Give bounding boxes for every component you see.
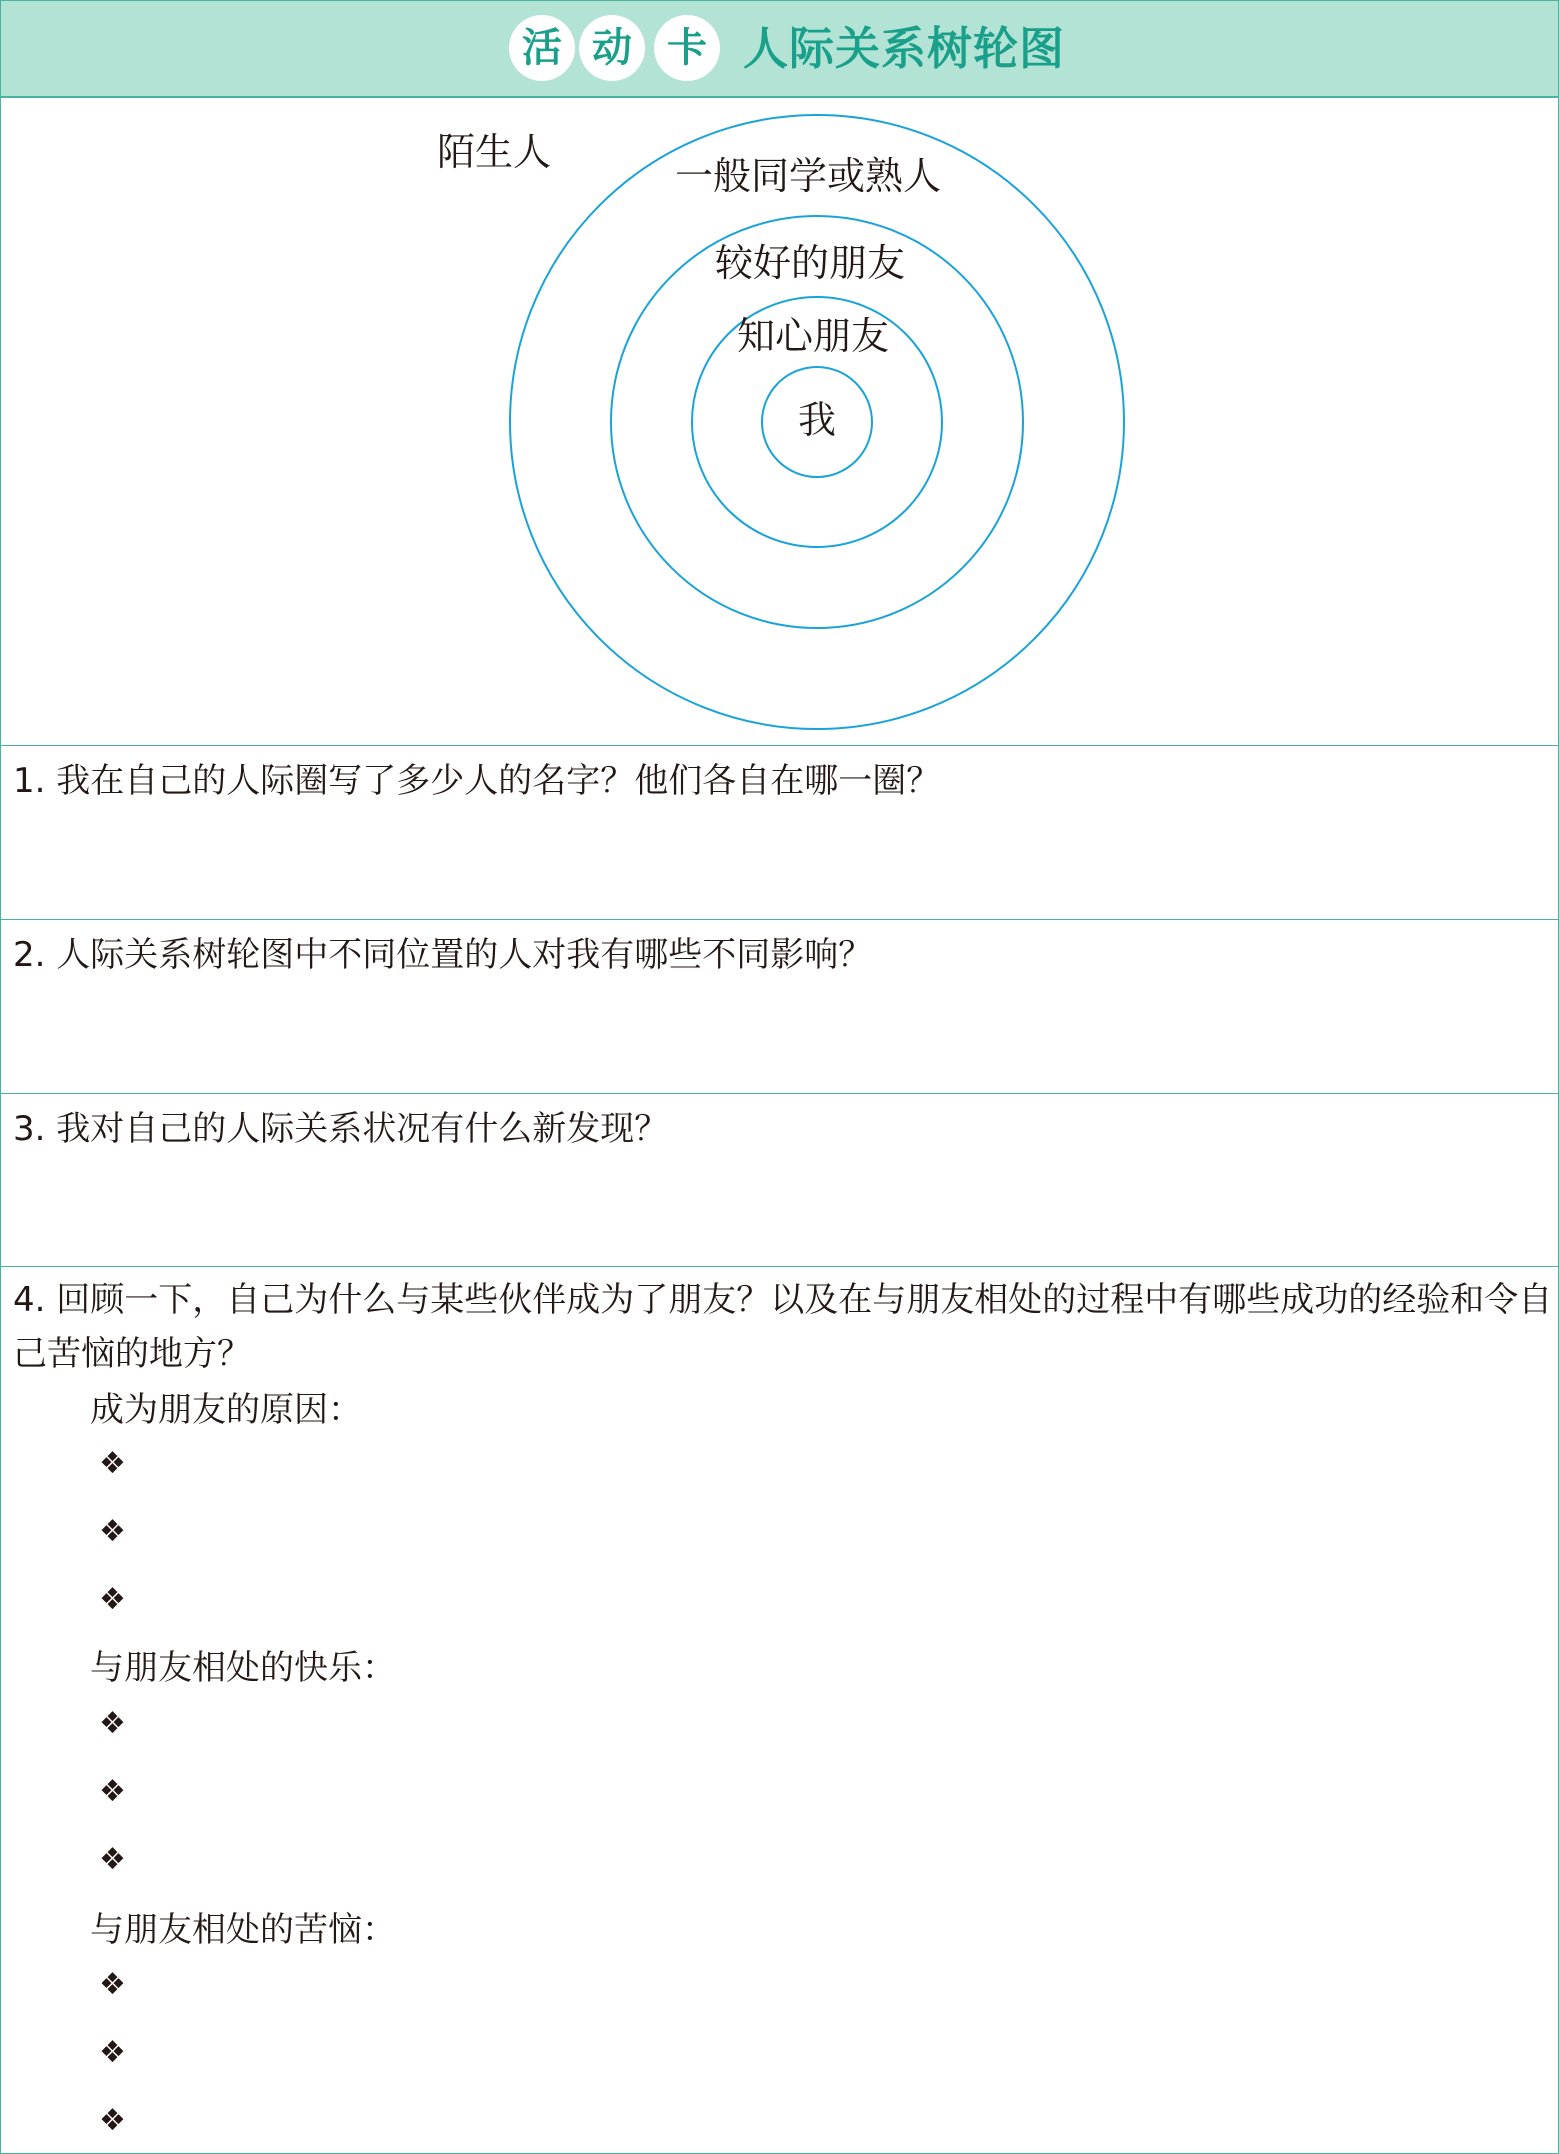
troubles-bullet-1: ❖ [99,1967,126,2002]
question-1: 1. 我在自己的人际圈写了多少人的名字？他们各自在哪一圈？ [13,761,941,801]
badge-dong: 动 [579,15,645,81]
badge-huo: 活 [509,15,575,81]
reasons-bullet-3: ❖ [99,1582,126,1617]
joys-bullet-1: ❖ [99,1706,126,1741]
question-4-row [1,1266,1558,2153]
troubles-label: 与朋友相处的苦恼： [90,1910,396,1950]
joys-bullet-2: ❖ [99,1774,126,1809]
card-header [1,1,1558,98]
question-3: 3. 我对自己的人际关系状况有什么新发现？ [13,1109,669,1149]
troubles-bullet-2: ❖ [99,2035,126,2070]
troubles-bullet-3: ❖ [99,2103,126,2138]
relationship-ring-diagram [1,98,1558,746]
badge-ka: 卡 [654,15,720,81]
label-me: 我 [798,398,837,442]
question-1-row [1,745,1558,919]
label-acquaintances: 一般同学或熟人 [675,154,942,198]
reasons-bullet-2: ❖ [99,1514,126,1549]
question-2: 2. 人际关系树轮图中不同位置的人对我有哪些不同影响？ [13,935,873,975]
label-good-friends: 较好的朋友 [715,241,906,285]
question-3-row [1,1093,1558,1267]
reasons-label: 成为朋友的原因： [90,1390,362,1430]
question-2-row [1,919,1558,1094]
question-4: 4. 回顾一下，自己为什么与某些伙伴成为了朋友？以及在与朋友相处的过程中有哪些成功的经验和令自己苦恼的地方？ [13,1280,1553,1374]
label-close-friends: 知心朋友 [737,314,890,358]
label-strangers: 陌生人 [437,130,552,174]
joys-label: 与朋友相处的快乐： [90,1648,396,1688]
reasons-bullet-1: ❖ [99,1446,126,1481]
joys-bullet-3: ❖ [99,1842,126,1877]
card-title: 人际关系树轮图 [743,22,1066,75]
